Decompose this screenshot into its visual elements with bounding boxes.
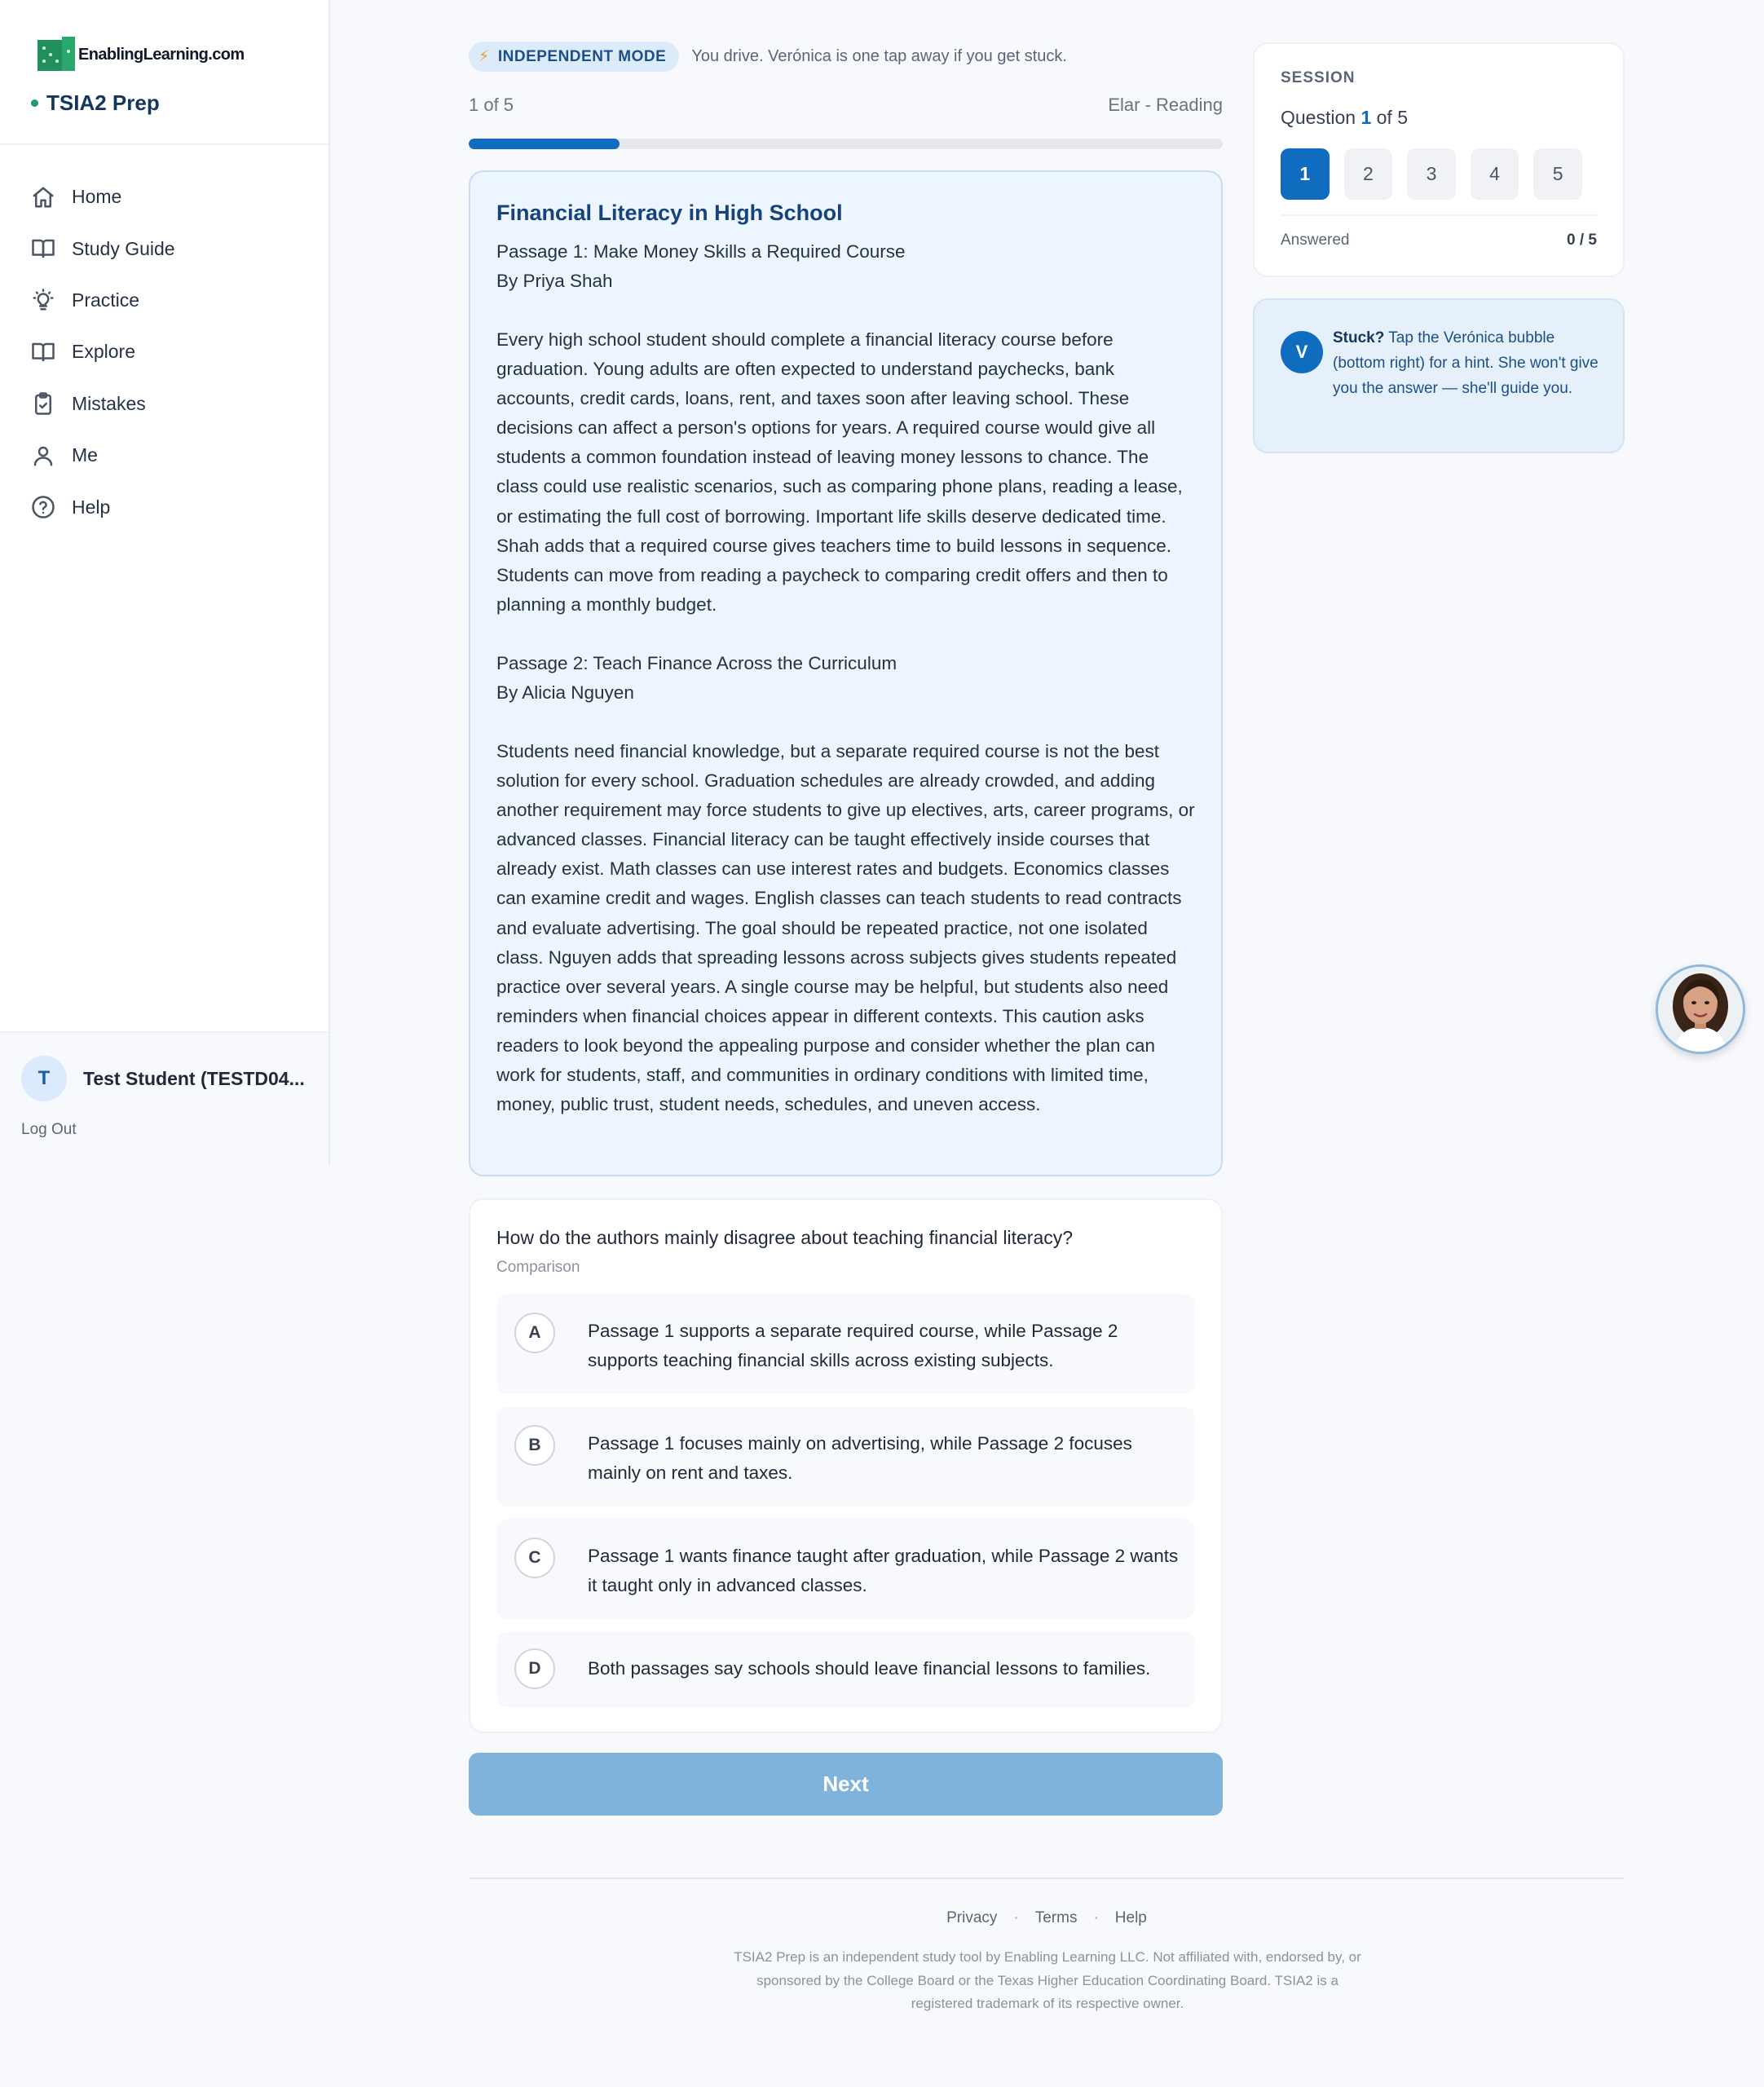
question-button-5[interactable]: 5 bbox=[1533, 148, 1582, 200]
main-nav bbox=[0, 145, 329, 533]
next-button[interactable]: Next bbox=[469, 1753, 1223, 1816]
brand-area bbox=[0, 0, 329, 145]
hint-text bbox=[1333, 325, 1599, 401]
question-type: Comparison bbox=[496, 1259, 580, 1276]
nav-item-study-guide[interactable] bbox=[0, 223, 329, 274]
answer-choice-a[interactable] bbox=[496, 1294, 1195, 1394]
progress-counter: 1 of 5 bbox=[469, 95, 514, 115]
session-question-prefix: Question bbox=[1281, 107, 1356, 128]
question-button-4[interactable]: 4 bbox=[1471, 148, 1519, 200]
question-button-3[interactable]: 3 bbox=[1407, 148, 1456, 200]
choice-text: Both passages say schools should leave financial lessons to families. bbox=[588, 1658, 1151, 1679]
answer-choices bbox=[496, 1294, 1195, 1708]
nav-label: Practice bbox=[72, 289, 140, 311]
logout-link[interactable]: Log Out bbox=[21, 1121, 77, 1138]
question-button-2[interactable]: 2 bbox=[1344, 148, 1393, 200]
nav-item-explore[interactable] bbox=[0, 326, 329, 377]
sidebar bbox=[0, 0, 330, 1164]
nav-item-practice[interactable] bbox=[0, 275, 329, 326]
question-button-1[interactable]: 1 bbox=[1281, 148, 1330, 200]
footer-link-help[interactable]: Help bbox=[1114, 1909, 1147, 1926]
passage-1-heading: Passage 1: Make Money Skills a Required Course bbox=[496, 241, 906, 262]
progress-fill bbox=[469, 139, 620, 149]
passage-title: Financial Literacy in High School bbox=[496, 201, 843, 225]
choice-text: Passage 1 wants finance taught after graduation, while Passage 2 wants it taught only in advanced classes. bbox=[588, 1546, 1179, 1595]
answer-choice-d[interactable] bbox=[496, 1631, 1195, 1708]
answered-label: Answered bbox=[1281, 232, 1350, 249]
nav-label: Explore bbox=[72, 341, 135, 363]
tutor-avatar: V bbox=[1281, 331, 1323, 373]
veronica-bubble[interactable] bbox=[1656, 964, 1745, 1054]
answered-row bbox=[1281, 232, 1597, 249]
nav-item-home[interactable] bbox=[0, 171, 329, 223]
session-current-number: 1 bbox=[1360, 107, 1372, 128]
divider bbox=[1281, 214, 1597, 216]
avatar: T bbox=[21, 1056, 67, 1101]
question-navigator bbox=[1281, 148, 1597, 200]
user-panel bbox=[0, 1031, 329, 1164]
nav-label: Me bbox=[72, 444, 98, 466]
user-icon bbox=[31, 443, 55, 468]
footer-separator: · bbox=[1093, 1909, 1099, 1926]
footer-link-terms[interactable]: Terms bbox=[1034, 1909, 1078, 1926]
hint-card bbox=[1253, 298, 1625, 453]
choice-text: Passage 1 focuses mainly on advertising, while Passage 2 focuses mainly on rent and taxes. bbox=[588, 1433, 1132, 1483]
answered-value: 0 / 5 bbox=[1567, 232, 1597, 249]
passage-2-body: Students need financial knowledge, but a separate required course is not the best solution for every school. Graduation schedules are already crowded, and adding another requirement may force students to give up electives, arts, career programs, or advanced classes. Financial literacy can be taught effectively inside courses that already exist. Math classes can use interest rates and budgets. Economics classes can examine credit and wages. English classes can teach students to read contracts and evaluate advertising. The goal should be repeated practice, not one isolated class. Nguyen adds that spreading lessons across subjects gives students repeated practice over several years. A single course may be helpful, but students also need reminders when financial choices appear in different contexts. This caution asks readers to look beyond the appealing purpose and consider whether the plan can work for students, staff, and communities in ordinary conditions with limited time, money, public trust, student needs, schedules, and uneven access. bbox=[496, 740, 1195, 1115]
session-label: SESSION bbox=[1281, 69, 1356, 86]
home-icon bbox=[31, 185, 55, 210]
veronica-avatar-icon bbox=[1658, 967, 1743, 1052]
answer-choice-c[interactable] bbox=[496, 1519, 1195, 1619]
status-dot-icon bbox=[31, 99, 38, 107]
footer-links bbox=[469, 1909, 1625, 1927]
session-card bbox=[1253, 42, 1625, 277]
question-card bbox=[469, 1198, 1223, 1733]
book-open-icon bbox=[31, 340, 55, 364]
nav-item-mistakes[interactable] bbox=[0, 378, 329, 430]
user-name: Test Student (TESTD04... bbox=[83, 1067, 305, 1089]
logo-mark-icon bbox=[37, 37, 77, 73]
choice-letter: C bbox=[514, 1538, 555, 1578]
nav-label: Home bbox=[72, 186, 122, 208]
lightbulb-icon bbox=[31, 288, 55, 312]
session-question-indicator bbox=[1281, 107, 1597, 129]
user-row[interactable] bbox=[21, 1056, 329, 1101]
clipboard-check-icon bbox=[31, 391, 55, 416]
mode-row bbox=[469, 42, 1067, 72]
progress-bar bbox=[469, 139, 1223, 149]
nav-label: Mistakes bbox=[72, 392, 146, 414]
book-icon bbox=[31, 236, 55, 261]
lightning-icon: ⚡ bbox=[478, 48, 490, 65]
session-question-suffix: of 5 bbox=[1376, 107, 1409, 128]
passage-2-heading: Passage 2: Teach Finance Across the Curriculum bbox=[496, 652, 897, 673]
choice-letter: B bbox=[514, 1425, 555, 1466]
mode-badge-label: INDEPENDENT MODE bbox=[497, 47, 667, 65]
logo-text: EnablingLearning.com bbox=[78, 45, 245, 64]
passage-1-body: Every high school student should complete a financial literacy course before graduation. Young adults are often expected to understand paychecks, bank accounts, credit cards, loans, rent, and taxes soon after leaving school. These decisions can affect a person's options for years. A required course would give all students a common foundation instead of leaving money lessons to chance. The class could use realistic scenarios, such as comparing phone plans, reading a lease, or estimating the full cost of borrowing. Important life skills deserve dedicated time. Shah adds that a required course gives teachers time to build lessons in sequence. Students can move from reading a paycheck to comparing credit offers and then to planning a monthly budget. bbox=[496, 329, 1183, 615]
choice-text: Passage 1 supports a separate required course, while Passage 2 supports teaching financial skills across existing subjects. bbox=[588, 1321, 1118, 1370]
section-label: Elar - Reading bbox=[1108, 95, 1223, 115]
hint-bold: Stuck? bbox=[1333, 329, 1385, 346]
choice-letter: D bbox=[514, 1648, 555, 1689]
logo[interactable] bbox=[37, 36, 329, 73]
app-name-row bbox=[31, 90, 329, 116]
hint-body: Tap the Verónica bubble (bottom right) for a hint. She won't give you the answer — she'll guide you. bbox=[1333, 329, 1599, 397]
mode-subtitle: You drive. Verónica is one tap away if you get stuck. bbox=[691, 47, 1067, 65]
passage-2-author: By Alicia Nguyen bbox=[496, 682, 634, 703]
passage-card bbox=[469, 170, 1223, 1176]
passage-1-author: By Priya Shah bbox=[496, 271, 613, 291]
nav-item-help[interactable] bbox=[0, 481, 329, 532]
mode-badge bbox=[469, 42, 679, 72]
app-name: TSIA2 Prep bbox=[46, 90, 160, 115]
question-text: How do the authors mainly disagree about teaching financial literacy? bbox=[496, 1227, 1074, 1248]
choice-letter: A bbox=[514, 1313, 555, 1353]
progress-meta bbox=[469, 95, 1223, 116]
help-circle-icon bbox=[31, 495, 55, 519]
footer-separator: · bbox=[1013, 1909, 1019, 1926]
footer-divider bbox=[469, 1877, 1625, 1879]
footer-disclaimer: TSIA2 Prep is an independent study tool by Enabling Learning LLC. Not affiliated with, endorsed by, or sponsored by the College Board or the Texas Higher Education Coordinating Board. TSIA2 is a registered trademark of its respective owner. bbox=[734, 1949, 1361, 2011]
nav-label: Study Guide bbox=[72, 237, 175, 259]
footer-link-privacy[interactable]: Privacy bbox=[946, 1909, 998, 1926]
nav-item-me[interactable] bbox=[0, 430, 329, 481]
nav-label: Help bbox=[72, 496, 111, 518]
answer-choice-b[interactable] bbox=[496, 1406, 1195, 1507]
